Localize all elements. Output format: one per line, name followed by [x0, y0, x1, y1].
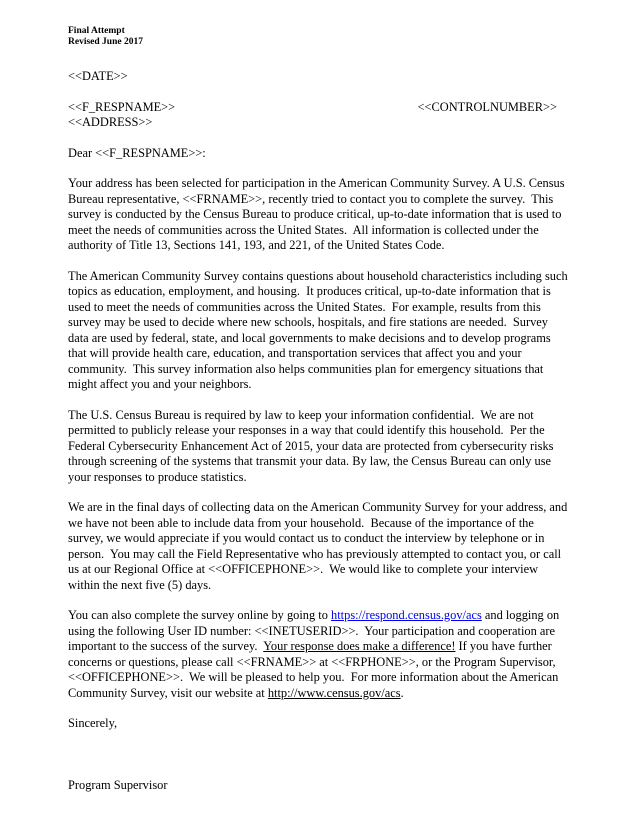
- signature-title: Program Supervisor: [68, 777, 168, 792]
- address-placeholder: <<ADDRESS>>: [68, 115, 153, 129]
- date-placeholder: <<DATE>>: [68, 69, 128, 83]
- respond-census-hyperlink[interactable]: https://respond.census.gov/acs: [331, 608, 482, 622]
- revision-note-line2: Revised June 2017: [68, 37, 143, 47]
- text-segment: If you have further concerns or questions, please call <<FRNAME>> at <<FRPHONE>>, or the Program Supervisor, <<OFFICEPHONE>>. We will be pleased to help you. For more information about the American Community Survey, visit our website at: [68, 639, 562, 700]
- closing: Sincerely,: [68, 716, 118, 730]
- salutation: Dear <<F_RESPNAME>>:: [68, 145, 206, 160]
- underlined-text: Your response does make a difference!: [263, 639, 456, 653]
- text-segment: You can also complete the survey online by going to: [68, 608, 332, 622]
- body-paragraph-1: [68, 176, 571, 254]
- body-paragraph-5: [68, 608, 571, 701]
- control-number-placeholder: <<CONTROLNUMBER>>: [417, 99, 557, 114]
- body-paragraph-4: [68, 500, 571, 593]
- recipient-header-row: [68, 100, 571, 116]
- recipient-name-placeholder: <<F_RESPNAME>>: [68, 99, 176, 114]
- text-segment: Your address has been selected for participation in the American Community Survey. A U.S. Census Bureau representative, <<FRNAME>>, recently tried to contact you to complete the survey. This survey is conducted by the Census Bureau to produce critical, up-to-date information that is used to meet the needs of communities across the United States. All information is collected under the authority of Title 13, Sections 141, 193, and 221, of the United States Code.: [68, 176, 568, 252]
- text-segment: and logging on using the following User ID number: <<INETUSERID>>. Your participation and cooperation are important to the success of the survey.: [68, 608, 563, 653]
- text-segment: .: [400, 685, 404, 700]
- body-paragraph-2: [68, 269, 571, 393]
- text-segment: The American Community Survey contains questions about household characteristics including such topics as education, employment, and housing. It produces critical, up-to-date information that is used to meet the needs of communities across the United States. For example, results from this survey may be used to decide where new schools, hospitals, and fire stations are needed. Survey data are used by federal, state, and local governments to make decisions and to develop programs that will provide health care, education, and transportation services that affect you and your community. This survey information also helps communities plan for emergency situations that might affect you and your neighbors.: [68, 268, 571, 391]
- text-segment: We are in the final days of collecting data on the American Community Survey for your address, and we have not been able to include data from your household. Because of the importance of the survey, we would appreciate if you would contact us to conduct the interview by telephone or in person. You may call the Field Representative who has previously attempted to contact you, or call us at our Regional Office at <<OFFICEPHONE>>. We would like to complete your interview within the next five (5) days.: [68, 500, 571, 592]
- text-segment: The U.S. Census Bureau is required by law to keep your information confidential. We are not permitted to publicly release your responses in a way that could identify this household. Per the Federal Cybersecurity Enhancement Act of 2015, your data are protected from cybersecurity risks through screening of the systems that transmit your data. By law, the Census Bureau can only use your responses to produce statistics.: [68, 407, 557, 484]
- body-paragraph-3: [68, 408, 571, 486]
- revision-note: [68, 26, 571, 48]
- revision-note-line1: Final Attempt: [68, 26, 125, 36]
- underlined-text: http://www.census.gov/acs: [267, 685, 401, 700]
